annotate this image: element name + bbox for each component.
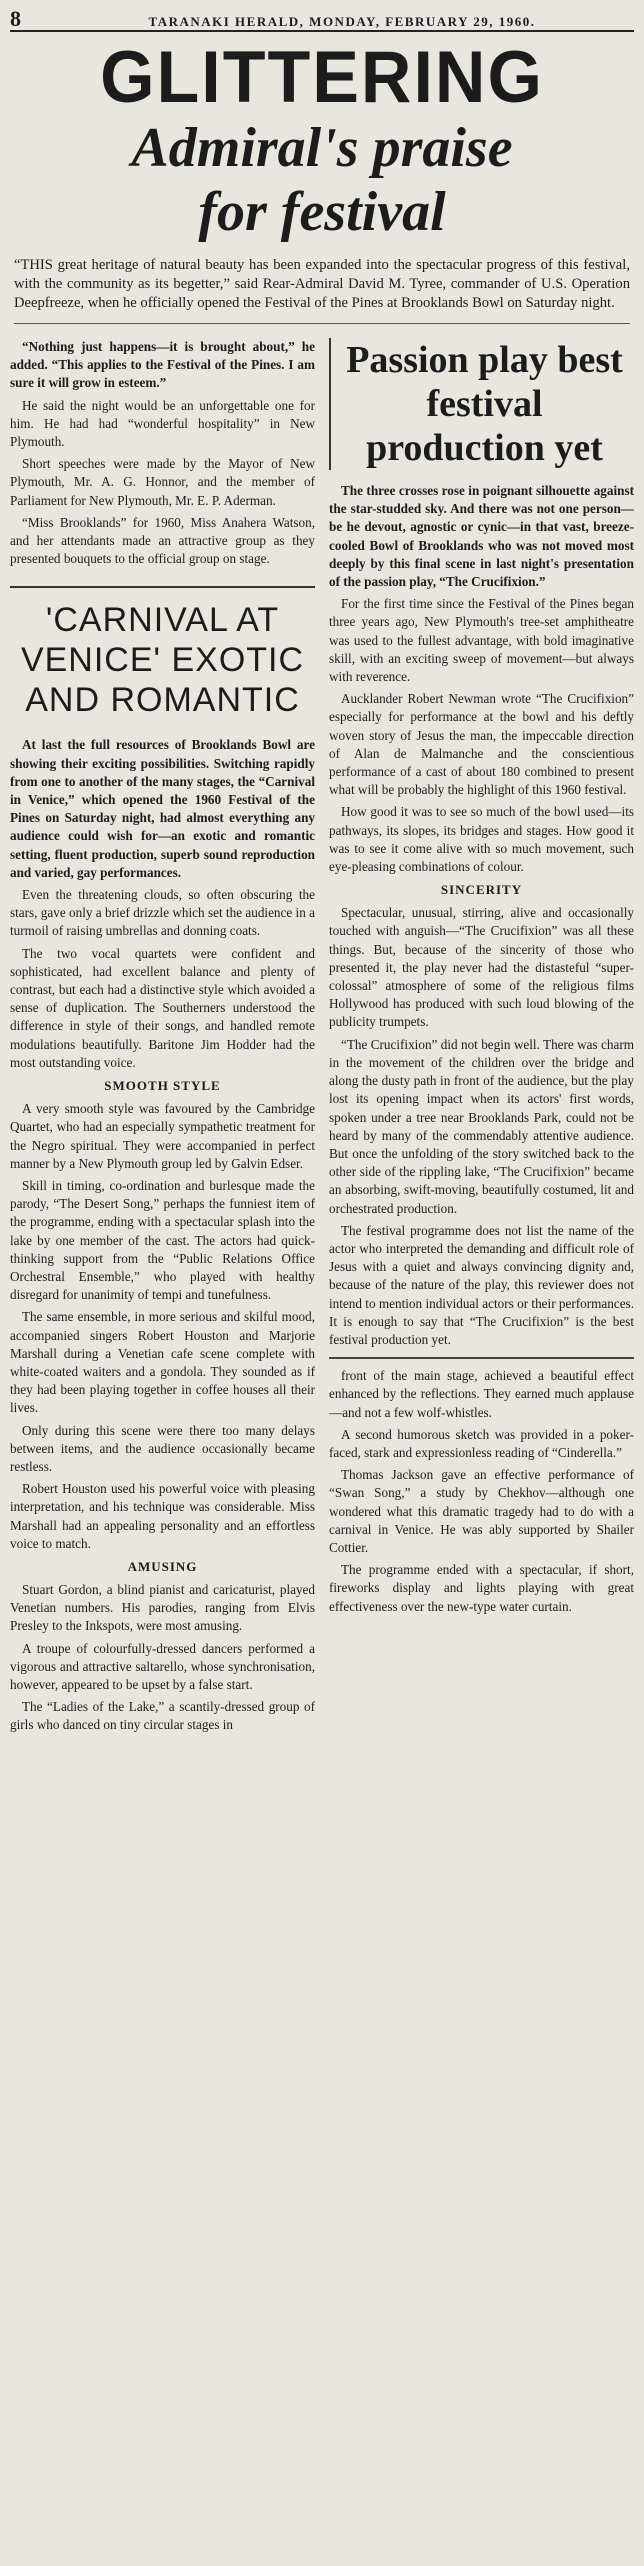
carnival-paragraph: The same ensemble, in more serious and skilful mood, accompanied singers Robert Houston and Marjorie Marshall during a Venetian cafe scene complete with white-coated waiters and a gondola. They sounded as if they had been playing together in coffee houses all their lives. [10, 1309, 315, 1416]
carnival-paragraph: A very smooth style was favoured by the Cambridge Quartet, who had an especially sympathetic treatment for the Negro spiritual. They were accompanied in perfect manner by a New Plymouth group led by Galvin Edser. [10, 1101, 315, 1171]
left-paragraph: Short speeches were made by the Mayor of New Plymouth, Mr. A. G. Honnor, and the member of Parliament for New Plymouth, Mr. E. P. Aderman. [10, 456, 315, 508]
crosshead-sincerity: SINCERITY [440, 882, 523, 898]
masthead [10, 6, 634, 32]
newspaper-page [10, 6, 634, 2554]
passion-play-headline: Passion play best festival production yet [329, 338, 634, 470]
dateline: TARANAKI HERALD, MONDAY, FEBRUARY 29, 1960. [148, 14, 536, 29]
right-paragraph: The three crosses rose in poignant silhouette against the star-studded sky. And there was not one person—be he devout, agnostic or cynic—in that vast, breeze-cooled Bowl of Brooklands who was not moved most deeply by this final scene in last night's presentation of the passion play, “The Crucifixion.” [329, 483, 634, 590]
article-columns [10, 338, 634, 1739]
right-paragraph: How good it was to see so much of the bowl used—its pathways, its slopes, its bridges and stages. How good it was to see it come alive with so much movement, such eye-pleasing combinations of colour. [329, 804, 634, 875]
left-paragraph: “Nothing just happens—it is brought about,” he added. “This applies to the Festival of the Pines. I am sure it will grow in esteem.” [10, 339, 315, 391]
crosshead-smooth-style: SMOOTH STYLE [104, 1078, 221, 1094]
right-paragraph: Aucklander Robert Newman wrote “The Crucifixion” especially for performance at the bowl and his deftly woven story of Jesus the man, the impeccable direction of Alan de Malmanche and the conscientious performance of a cast of about 180 combined to present what will be probably the highlight of this 1960 festival. [329, 691, 634, 798]
right-paragraph: Thomas Jackson gave an effective performance of “Swan Song,” a study by Chekhov—although one wondered what this dramatic tragedy had to do with a carnival in Venice. He was ably supported by Shailer Cottier. [329, 1467, 634, 1555]
carnival-paragraph: Robert Houston used his powerful voice with pleasing interpretation, and his technique was considerable. Miss Marshall had an appealing personality and an effortless voice to match. [10, 1481, 315, 1551]
right-paragraph: “The Crucifixion” did not begin well. There was charm in the movement of the children over the bridge and along the dusty path in front of the audience, but the play lost its opening impact when its actors' first words, spoken under a tree near Brooklands Park, could not be heard by many of the commendably attentive audience. But once the unfolding of the story switched back to the other side of the rippling lake, “The Crucifixion” became an absorbing, swift-moving, beautifully costumed, lit and orchestrated production. [329, 1036, 634, 1216]
right-column [329, 338, 634, 1739]
kicker-headline: GLITTERING [100, 36, 544, 118]
left-paragraph: He said the night would be an unforgettable one for him. He had had “wonderful hospitality” in New Plymouth. [10, 397, 315, 450]
right-paragraph: front of the main stage, achieved a beautiful effect enhanced by the reflections. They earned much applause—and not a few wolf-whistles. [329, 1368, 634, 1420]
right-paragraph: A second humorous sketch was provided in a poker-faced, stark and expressionless reading of “Cinderella.” [329, 1426, 634, 1460]
main-headline [10, 116, 634, 244]
left-column [10, 338, 315, 1739]
column-divider [329, 1357, 634, 1359]
left-paragraph: “Miss Brooklands” for 1960, Miss Anahera Watson, and her attendants made an attractive group as they presented bouquets to the official group on stage. [10, 514, 315, 567]
carnival-paragraph: A troupe of colourfully-dressed dancers performed a vigorous and attractive saltarello, whose synchronisation, however, appeared to be upset by a false start. [10, 1640, 315, 1692]
carnival-paragraph: Skill in timing, co-ordination and burlesque made the parody, “The Desert Song,” perhaps the funniest item of the programme, ending with a spectacular splash into the lake by one member of the cast. The actors had quick-thinking support from the “Public Relations Office Orchestral Ensemble,” who played with healthy disregard for unanimity of tempi and tunefulness. [10, 1177, 315, 1303]
crosshead-amusing: AMUSING [127, 1558, 198, 1574]
lead-paragraph: “THIS great heritage of natural beauty has been expanded into the spectacular progress of this festival, with the community as its begetter,” said Rear-Admiral David M. Tyree, commander of U.S. Operation Deepfreeze, when he officially opened the Festival of the Pines at Brooklands Bowl on Saturday night. [14, 256, 630, 324]
right-paragraph: The programme ended with a spectacular, if short, fireworks display and lights playing with great effectiveness over the new-type water curtain. [329, 1562, 634, 1614]
headline-line-1: Admiral's praise [131, 117, 513, 179]
page-number: 8 [10, 6, 21, 31]
right-paragraph: For the first time since the Festival of the Pines began three years ago, New Plymouth's tree-set amphitheatre was used to the fullest advantage, with bold imaginative skill, with an exciting sweep of movement—but always with reverence. [329, 596, 634, 685]
right-paragraph: Spectacular, unusual, stirring, alive and occasionally touched with anguish—“The Crucifixion” was all these things. But, because of the sincerity of those who presented it, the play never had the distasteful “super-colossal” atmosphere of some of the religious films Hollywood has produced with such loud blowing of the publicity trumpets. [329, 905, 634, 1030]
headline-line-2: for festival [198, 181, 446, 243]
carnival-headline: 'CARNIVAL AT VENICE' EXOTIC AND ROMANTIC [10, 586, 315, 720]
right-paragraph: The festival programme does not list the name of the actor who interpreted the demanding and difficult role of Jesus with a quiet and always convincing dignity and, because of the nature of the play, this reviewer does not intend to mention individual actors or their performances. It is enough to say that “The Crucifixion” is the best festival production yet. [329, 1222, 634, 1347]
carnival-paragraph: Even the threatening clouds, so often obscuring the stars, gave only a brief drizzle which set the audience in a turmoil of raising umbrellas and donning coats. [10, 887, 315, 939]
carnival-paragraph: Stuart Gordon, a blind pianist and caricaturist, played Venetian numbers. His parodies, ranging from Elvis Presley to the Inkspots, were most amusing. [10, 1581, 315, 1634]
carnival-paragraph: Only during this scene were there too many delays between items, and the audience occasionally became restless. [10, 1422, 315, 1474]
carnival-paragraph: At last the full resources of Brooklands Bowl are showing their exciting possibilities. Switching rapidly from one to another of the many stages, the “Carnival in Venice,” which opened the 1960 Festival of the Pines on Saturday night, had almost everything any audience could wish for—an exotic and romantic setting, fluent production, superb sound reproduction and varied, gay performances. [10, 737, 315, 880]
carnival-paragraph: The two vocal quartets were confident and sophisticated, had excellent balance and plenty of contrast, but each had a distinctive style which avoided a sense of duplication. The Southerners understood the difference in style of their songs, and handled remote modulations beautifully. Baritone Jim Hodder had the most outstanding voice. [10, 945, 315, 1070]
carnival-paragraph: The “Ladies of the Lake,” a scantily-dressed group of girls who danced on tiny circular stages in [10, 1699, 315, 1733]
